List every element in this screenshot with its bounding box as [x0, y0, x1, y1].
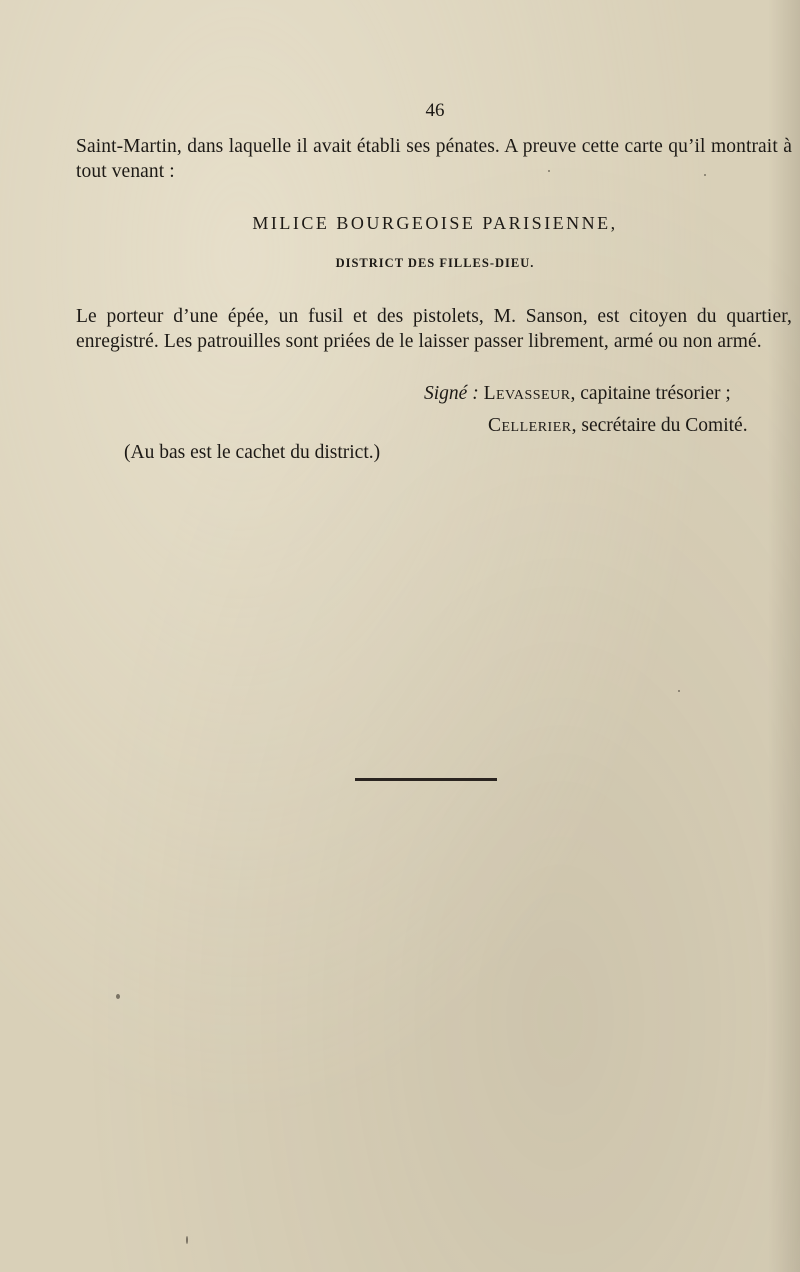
signature-secretary	[488, 415, 748, 437]
treasurer-title: , capitaine trésorier ;	[570, 383, 731, 404]
card-subheading: DISTRICT DES FILLES-DIEU.	[335, 256, 535, 270]
secretary-title: , secrétaire du Comité.	[571, 415, 748, 436]
opening-paragraph: Saint-Martin, dans laquelle il avait établi ses pénates. A preuve cette carte qu’il montrait à tout venant :	[76, 136, 792, 182]
secretary-name: Cellerier	[488, 415, 572, 436]
signed-label: Signé :	[424, 383, 479, 404]
treasurer-name: Levasseur	[483, 383, 571, 404]
signature-treasurer	[424, 383, 731, 405]
section-divider-rule	[355, 778, 497, 781]
seal-note: (Au bas est le cachet du district.)	[124, 442, 381, 463]
card-heading: MILICE BOURGEOISE PARISIENNE,	[252, 213, 618, 233]
card-text-paragraph: Le porteur d’une épée, un fusil et des pistolets, M. Sanson, est citoyen du quartier, enregistré. Les patrouilles sont priées de le laisser passer librement, armé ou non armé.	[76, 306, 792, 352]
page-number: 46	[425, 100, 445, 121]
